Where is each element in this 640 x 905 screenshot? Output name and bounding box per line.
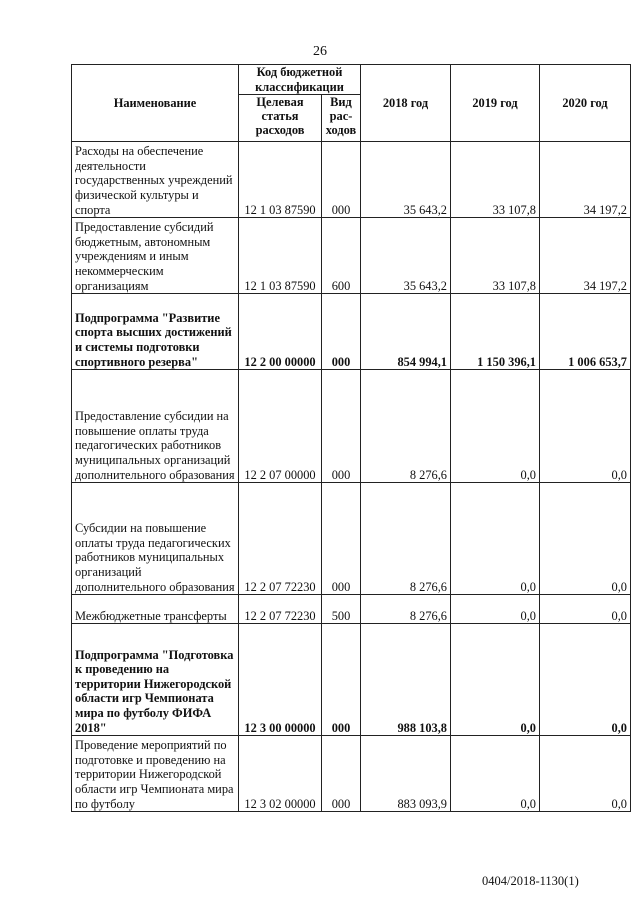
row-name: Субсидии на повышение оплаты труда педагогических работников муниципальных организаций дополнительного образования [72,483,239,595]
row-target-article: 12 1 03 87590 [239,142,322,218]
row-value-2018: 35 643,2 [361,218,451,294]
row-value-2019: 0,0 [451,736,540,812]
row-expense-kind: 000 [322,370,361,483]
row-value-2018: 988 103,8 [361,624,451,736]
row-target-article: 12 3 00 00000 [239,624,322,736]
row-name: Подпрограмма "Подготовка к проведению на территории Нижегородской области игр Чемпионата мира по футболу ФИФА 2018" [72,624,239,736]
row-expense-kind: 000 [322,624,361,736]
row-value-2020: 34 197,2 [540,142,631,218]
table-row [72,142,631,218]
row-value-2020: 1 006 653,7 [540,294,631,370]
row-expense-kind: 600 [322,218,361,294]
row-value-2018: 8 276,6 [361,595,451,624]
header-name: Наименование [72,65,239,142]
table-row [72,370,631,483]
row-target-article: 12 2 00 00000 [239,294,322,370]
row-value-2019: 0,0 [451,370,540,483]
header-code-group: Код бюджетной классификации [239,65,361,95]
table-row [72,736,631,812]
header-year-2020: 2020 год [540,65,631,142]
row-expense-kind: 000 [322,483,361,595]
row-expense-kind: 500 [322,595,361,624]
row-value-2019: 33 107,8 [451,142,540,218]
row-target-article: 12 1 03 87590 [239,218,322,294]
row-value-2019: 1 150 396,1 [451,294,540,370]
table-body [72,142,631,812]
header-year-2018: 2018 год [361,65,451,142]
row-target-article: 12 2 07 72230 [239,595,322,624]
header-expense-kind: Вид рас-ходов [322,95,361,142]
row-value-2018: 35 643,2 [361,142,451,218]
row-name: Расходы на обеспечение деятельности государственных учреждений физической культуры и спорта [72,142,239,218]
table-row [72,595,631,624]
row-value-2019: 33 107,8 [451,218,540,294]
row-target-article: 12 3 02 00000 [239,736,322,812]
row-value-2018: 8 276,6 [361,370,451,483]
row-value-2019: 0,0 [451,483,540,595]
row-value-2018: 8 276,6 [361,483,451,595]
row-value-2020: 0,0 [540,736,631,812]
row-expense-kind: 000 [322,142,361,218]
row-name: Предоставление субсидии на повышение оплаты труда педагогических работников муниципальных организаций дополнительного образования [72,370,239,483]
budget-table [71,64,631,812]
document-code: 0404/2018-1130(1) [482,874,579,888]
header-year-2019: 2019 год [451,65,540,142]
table-row [72,218,631,294]
table-row [72,294,631,370]
row-name: Межбюджетные трансферты [72,595,239,624]
row-expense-kind: 000 [322,736,361,812]
row-name: Проведение мероприятий по подготовке и проведению на территории Нижегородской области игр Чемпионата мира по футболу [72,736,239,812]
row-target-article: 12 2 07 72230 [239,483,322,595]
row-value-2020: 34 197,2 [540,218,631,294]
row-target-article: 12 2 07 00000 [239,370,322,483]
row-value-2020: 0,0 [540,370,631,483]
row-expense-kind: 000 [322,294,361,370]
page-number: 26 [313,44,327,59]
row-value-2018: 883 093,9 [361,736,451,812]
table-row [72,624,631,736]
row-value-2019: 0,0 [451,595,540,624]
row-value-2020: 0,0 [540,595,631,624]
header-target-article: Целевая статья расходов [239,95,322,142]
table-row [72,483,631,595]
row-value-2019: 0,0 [451,624,540,736]
row-value-2020: 0,0 [540,624,631,736]
row-value-2020: 0,0 [540,483,631,595]
row-name: Предоставление субсидий бюджетным, автономным учреждениям и иным некоммерческим организациям [72,218,239,294]
row-value-2018: 854 994,1 [361,294,451,370]
row-name: Подпрограмма "Развитие спорта высших достижений и системы подготовки спортивного резерва" [72,294,239,370]
